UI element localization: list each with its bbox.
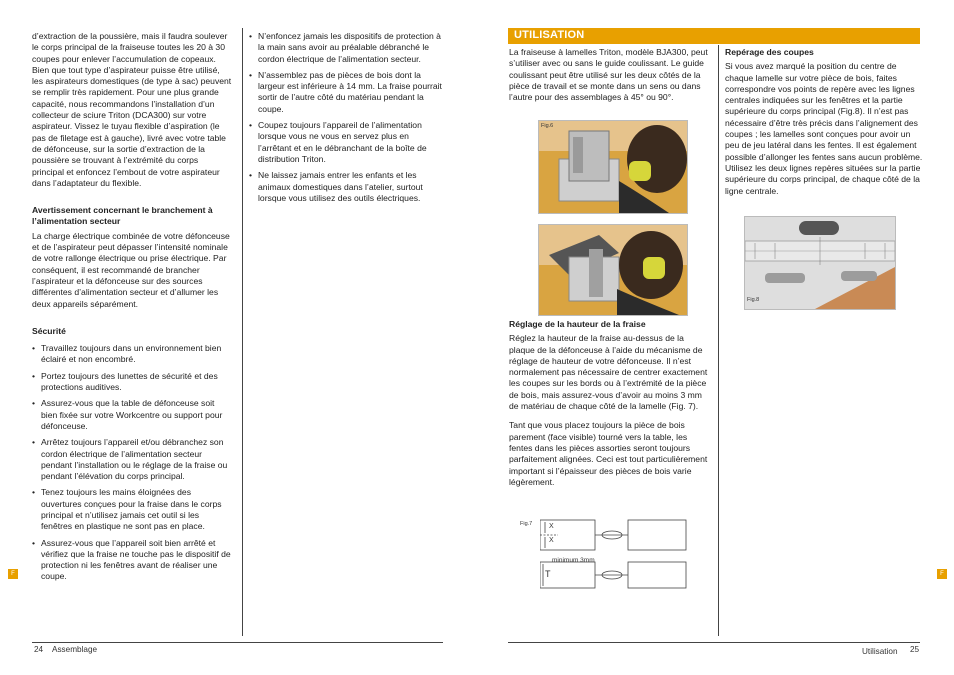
page-number-left: 24 xyxy=(34,645,44,654)
fig7-minimum-label: minimum 3mm xyxy=(552,557,595,564)
fig8-label: Fig.8 xyxy=(747,297,760,303)
list-item: • Assurez-vous que la table de défonceuse soit bien fixée sur votre Workcentre ou support pour défonceuse. xyxy=(32,398,232,432)
column-divider xyxy=(718,45,719,636)
right-column-3 xyxy=(509,47,709,111)
right-column-3-lower xyxy=(509,319,709,496)
column-divider xyxy=(242,28,243,636)
page-number-right: 25 xyxy=(910,645,920,654)
list-item: • Travaillez toujours dans un environnement bien éclairé et non encombré. xyxy=(32,343,232,366)
fig7-t-label: T xyxy=(545,569,551,579)
footer-rule-right xyxy=(508,642,920,643)
intro-paragraph: La fraiseuse à lamelles Triton, modèle BJA300, peut s’utiliser avec ou sans le guide coulissant. Le guide coulissant peut être utilisé sur les deux côtés de la pièce de travail et se monte dans un sens ou dans l’autre pour des assemblages à 45° ou 90°. xyxy=(509,47,708,103)
warning-heading: Avertissement concernant le branchement à l’alimentation secteur xyxy=(32,205,213,227)
list-item: • Coupez toujours l’appareil de l’alimentation lorsque vous ne vous en servez plus en l’arrêtant et en le débranchant de la boîte de distribution Triton. xyxy=(249,120,444,165)
height-heading: Réglage de la hauteur de la fraise xyxy=(509,319,646,329)
intro-paragraph: d’extraction de la poussière, mais il faudra soulever le corps principal de la fraiseuse toutes les 20 à 30 coupes pour enlever l’accumulation de copeaux. Bien que tout type d’aspirateur puisse être utilisé, les aspirateurs domestiques (de type à sac) peuvent se remplir très rapidement. Pour une plus grande capacité, nous recommandons l’installation d’un collecteur de sciure Triton (DCA300) sur votre aspirateur. Vissez le tuyau flexible d’aspiration (le pas de filetage est à gauche), livré avec votre table de défonceuse, sur la sortie d’extraction de la poussière se trouvant à l’extrémité du corps principal et enfoncez l’embout de votre aspirateur dans l’adaptateur du flexible. xyxy=(32,31,232,188)
section-banner xyxy=(508,28,920,44)
warning-paragraph: La charge électrique combinée de votre défonceuse et de l’aspirateur peut dépasser l’intensité nominale de votre rallonge électrique ou prise électrique. Par conséquent, il est recommandé de brancher l’aspirateur et la défonceuse sur des sources différentes d’alimentation secteur et d’allumer les deux appareils séparément. xyxy=(32,230,230,309)
list-item: • Ne laissez jamais entrer les enfants et les animaux domestiques dans l’atelier, surtout lorsque vous utilisez des outils électriques. xyxy=(249,170,444,204)
list-item: • N’assemblez pas de pièces de bois dont la largeur est inférieure à 14 mm. La fraise pourrait sortir de l’autre côté du matériau pendant la coupe. xyxy=(249,70,444,115)
fig8-photo xyxy=(744,216,896,310)
fig6-photo-top xyxy=(538,120,688,214)
safety-list-continued xyxy=(249,31,444,204)
marking-heading: Repérage des coupes xyxy=(725,47,814,57)
safety-heading: Sécurité xyxy=(32,325,66,336)
language-tab-right: F xyxy=(937,569,947,579)
list-item: • Tenez toujours les mains éloignées des ouvertures conçues pour la fraise dans le corps principal et n’utilisez jamais cet outil si les fenêtres en plastique ne sont pas en place. xyxy=(32,487,232,532)
list-item: • Arrêtez toujours l’appareil et/ou débranchez son cordon électrique de l’alimentation secteur pendant l’installation ou le réglage de la fraise ou pendant l’élévation du corps principal. xyxy=(32,437,232,482)
router-table-photo xyxy=(539,121,687,213)
list-item: • Assurez-vous que l’appareil soit bien arrêté et vérifiez que la fraise ne touche pas le dispositif de protection ni les fenêtres avant de réaliser une coupe. xyxy=(32,538,232,583)
footer-section-right: Utilisation xyxy=(862,647,898,656)
router-table-photo xyxy=(539,225,687,315)
safety-list xyxy=(32,343,232,583)
section-title: UTILISATION xyxy=(514,29,585,41)
list-item: • N’enfoncez jamais les dispositifs de protection à la main sans avoir au préalable débranché le cordon électrique de l’alimentation secteur. xyxy=(249,31,444,65)
list-item: • Portez toujours des lunettes de sécurité et des protections auditives. xyxy=(32,371,232,394)
marking-paragraph: Si vous avez marqué la position du centre de chaque lamelle sur votre pièce de bois, faites correspondre vos points de repère avec les lignes centrales indiquées sur les fenêtres et la partie supérieure du corps principal (Fig.8). Il n’est pas nécessaire d’être très précis dans l’alignement des coupes ; les lamelles sont conçues pour avoir un peu de jeu latéral dans les fentes. Il est également possible d’allonger les fentes sans aucun problème. Utilisez les deux lignes repères situées sur la partie supérieure du corps principal, de chaque côté de la ligne centrale. xyxy=(725,61,923,196)
height-paragraph-2: Tant que vous placez toujours la pièce de bois parement (face visible) tourné vers la table, les fentes dans les pièces assorties seront toujours parfaitement alignées. Ceci est tout particulièrement important si l’épaisseur des pièces de bois varie légèrement. xyxy=(509,420,708,487)
alignment-marks-photo xyxy=(745,217,895,309)
language-tab-left: F xyxy=(8,569,18,579)
left-column-1 xyxy=(32,31,232,591)
left-column-2 xyxy=(249,31,444,212)
fig6-photo-bottom xyxy=(538,224,688,316)
footer-section-left: Assemblage xyxy=(52,645,98,654)
fig7-label: Fig.7 xyxy=(520,521,533,527)
fig6-label: Fig.6 xyxy=(541,123,554,129)
right-column-4 xyxy=(725,47,923,205)
height-paragraph-1: Réglez la hauteur de la fraise au-dessus de la plaque de la défonceuse à l’aide du mécanisme de réglage de hauteur de votre défonceuse. Il n’est normalement pas nécessaire de centrer exactement les coupes sur les bords ou à l’extrémité de la pièce de bois, mais assurez-vous d’avoir au moins 3 mm de matériau de chaque côté de la lamelle (Fig. 7). xyxy=(509,333,708,412)
fig7-x-bottom: X xyxy=(549,537,554,544)
footer-rule-left xyxy=(32,642,443,643)
fig7-x-top: X xyxy=(549,523,554,530)
